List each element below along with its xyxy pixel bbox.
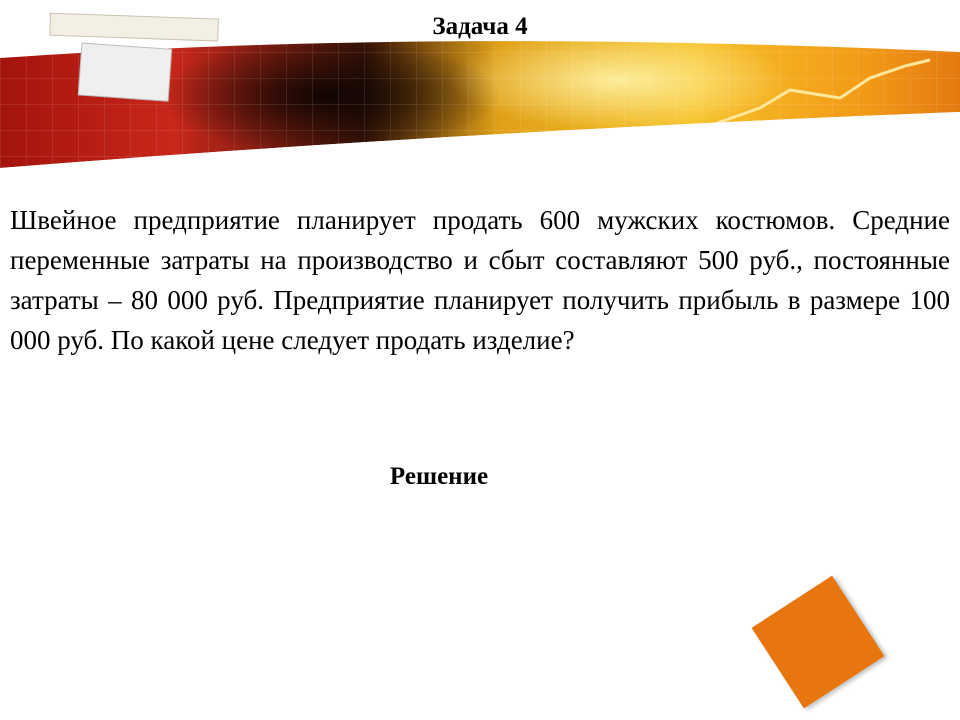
paper-note-card [78,43,171,101]
solution-heading: Решение [389,463,489,490]
problem-statement [10,200,950,360]
slide-title: Задача 4 [432,13,528,40]
orange-diamond-shape [752,576,885,709]
problem-text: Швейное предприятие планирует продать 600 мужских костюмов. Средние переменные затраты на производство и сбыт составляют 500 руб., постоянные затраты – 80 000 руб. Предприятие планирует получить прибыль в размере 100 000 руб. По какой цене следует продать изделие? [10,205,950,355]
